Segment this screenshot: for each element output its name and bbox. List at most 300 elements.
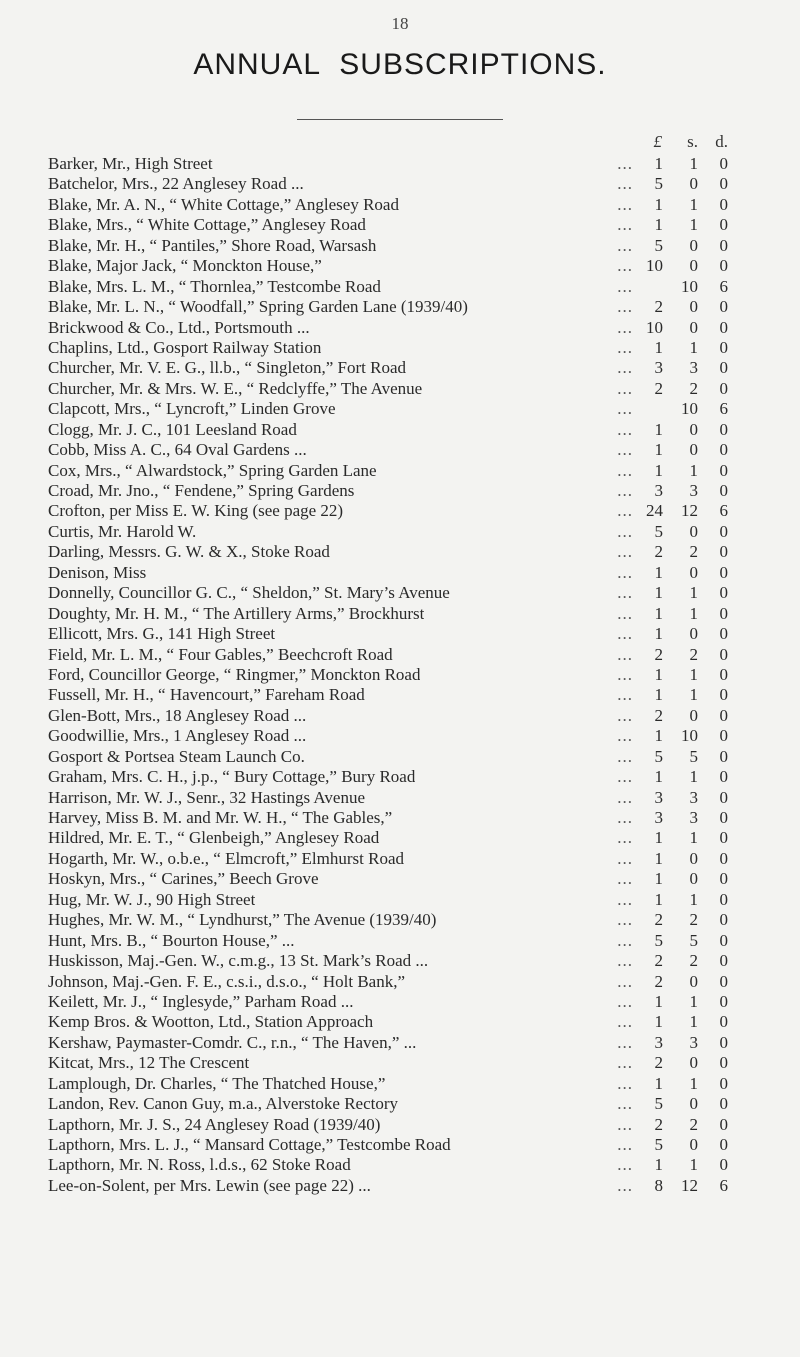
amount-shillings: 1	[689, 1155, 698, 1175]
leader-dots: ...	[617, 1073, 633, 1093]
subscriber-name: Hughes, Mr. W. M., “ Lyndhurst,” The Avenue (1939/40)	[48, 910, 437, 930]
amount-shillings: 3	[689, 787, 698, 807]
leader-dots: ...	[617, 685, 633, 705]
subscriber-name: Hug, Mr. W. J., 90 High Street	[48, 889, 256, 909]
subscription-row	[48, 420, 748, 440]
leader-dots: ...	[617, 1032, 633, 1052]
subscription-row	[48, 174, 748, 194]
subscription-row	[48, 890, 748, 910]
leader-dots: ...	[617, 358, 633, 378]
subscriber-name: Hogarth, Mr. W., o.b.e., “ Elmcroft,” Elmhurst Road	[48, 848, 404, 868]
subscriber-name: Crofton, per Miss E. W. King (see page 22)	[48, 501, 344, 521]
subscriber-name: Blake, Mr. L. N., “ Woodfall,” Spring Garden Lane (1939/40)	[48, 297, 468, 317]
amount-pence: 0	[719, 746, 728, 766]
subscription-row	[48, 1115, 748, 1135]
leader-dots: ...	[617, 603, 633, 623]
subscription-row	[48, 1053, 748, 1073]
leader-dots: ...	[617, 174, 633, 194]
subscriber-name: Keilett, Mr. J., “ Inglesyde,” Parham Road ...	[48, 991, 354, 1011]
subscription-row	[48, 910, 748, 930]
amount-pounds: 1	[654, 583, 663, 603]
subscription-row	[48, 542, 748, 562]
amount-pounds: 1	[654, 337, 663, 357]
column-header-pence: d.	[715, 132, 728, 151]
amount-pence: 0	[719, 930, 728, 950]
amount-shillings: 2	[689, 910, 698, 930]
amount-pence: 0	[719, 1135, 728, 1154]
leader-dots: ...	[617, 1053, 633, 1073]
subscription-row	[48, 972, 748, 992]
amount-shillings: 0	[689, 297, 698, 317]
leader-dots: ...	[617, 930, 633, 950]
subscription-row	[48, 1135, 748, 1155]
amount-shillings: 0	[689, 1135, 698, 1154]
amount-shillings: 0	[689, 174, 698, 194]
leader-dots: ...	[617, 562, 633, 582]
subscriber-name: Blake, Mr. A. N., “ White Cottage,” Anglesey Road	[48, 194, 399, 214]
amount-pounds: 1	[654, 726, 663, 746]
subscription-row	[48, 297, 748, 317]
leader-dots: ...	[617, 1012, 633, 1032]
amount-pence: 0	[719, 358, 728, 378]
subscription-row	[48, 318, 748, 338]
amount-pence: 0	[719, 337, 728, 357]
subscriber-name: Cox, Mrs., “ Alwardstock,” Spring Garden Lane	[48, 460, 377, 480]
subscription-row	[48, 501, 748, 521]
subscriber-name: Barker, Mr., High Street	[48, 154, 213, 173]
amount-pounds: 1	[654, 603, 663, 623]
amount-shillings: 12	[681, 501, 698, 521]
page-title: ANNUAL SUBSCRIPTIONS.	[193, 48, 607, 81]
leader-dots: ...	[617, 481, 633, 500]
leader-dots: ...	[617, 991, 633, 1011]
subscriber-name: Chaplins, Ltd., Gosport Railway Station	[48, 337, 322, 357]
subscriber-name: Hildred, Mr. E. T., “ Glenbeigh,” Anglesey Road	[48, 828, 380, 848]
amount-shillings: 1	[689, 460, 698, 480]
subscription-row	[48, 767, 748, 787]
amount-pence: 0	[719, 1114, 728, 1134]
subscription-row	[48, 563, 748, 583]
amount-pence: 0	[719, 848, 728, 868]
amount-pounds: 2	[654, 951, 663, 971]
amount-pence: 0	[719, 971, 728, 991]
column-header-pounds: £	[653, 132, 662, 151]
amount-shillings: 1	[689, 767, 698, 787]
amount-pence: 0	[719, 440, 728, 460]
amount-shillings: 2	[689, 951, 698, 971]
subscriber-name: Johnson, Maj.-Gen. F. E., c.s.i., d.s.o., “ Holt Bank,”	[48, 971, 406, 991]
subscription-row	[48, 461, 748, 481]
subscriber-name: Glen-Bott, Mrs., 18 Anglesey Road ...	[48, 705, 307, 725]
amount-shillings: 5	[689, 746, 698, 766]
subscription-row	[48, 1094, 748, 1114]
amount-pence: 0	[719, 808, 728, 827]
amount-pounds: 24	[646, 501, 663, 521]
amount-pounds: 1	[654, 1012, 663, 1032]
amount-pence: 6	[719, 501, 728, 521]
page-number: 18	[391, 14, 409, 33]
subscription-row	[48, 747, 748, 767]
subscription-row	[48, 604, 748, 624]
subscriber-name: Kemp Bros. & Wootton, Ltd., Station Approach	[48, 1012, 374, 1032]
amount-pence: 6	[719, 276, 728, 296]
amount-shillings: 1	[689, 154, 698, 173]
subscriber-name: Denison, Miss	[48, 562, 147, 582]
leader-dots: ...	[617, 787, 633, 807]
subscription-row	[48, 706, 748, 726]
leader-dots: ...	[617, 317, 633, 337]
subscriber-name: Ellicott, Mrs. G., 141 High Street	[48, 624, 276, 644]
amount-pounds: 3	[654, 481, 663, 500]
subscriber-name: Huskisson, Maj.-Gen. W., c.m.g., 13 St. Mark’s Road ...	[48, 951, 429, 971]
leader-dots: ...	[617, 951, 633, 971]
amount-pence: 0	[719, 1032, 728, 1052]
amount-pence: 0	[719, 644, 728, 664]
amount-pounds: 5	[654, 521, 663, 541]
leader-dots: ...	[617, 828, 633, 848]
amount-shillings: 1	[689, 991, 698, 1011]
subscriber-name: Clogg, Mr. J. C., 101 Leesland Road	[48, 419, 297, 439]
leader-dots: ...	[617, 1155, 633, 1175]
amount-shillings: 2	[689, 1114, 698, 1134]
amount-pence: 0	[719, 481, 728, 500]
subscription-row	[48, 440, 748, 460]
subscription-row	[48, 1155, 748, 1175]
amount-pence: 0	[719, 1094, 728, 1114]
subscription-row	[48, 358, 748, 378]
leader-dots: ...	[617, 235, 633, 255]
subscriber-name: Landon, Rev. Canon Guy, m.a., Alverstoke Rectory	[48, 1094, 399, 1114]
amount-pence: 0	[719, 705, 728, 725]
amount-pence: 0	[719, 869, 728, 889]
subscriber-name: Brickwood & Co., Ltd., Portsmouth ...	[48, 317, 310, 337]
amount-shillings: 1	[689, 1073, 698, 1093]
subscription-row	[48, 277, 748, 297]
amount-pounds: 2	[654, 705, 663, 725]
amount-shillings: 0	[689, 562, 698, 582]
leader-dots: ...	[617, 583, 633, 603]
leader-dots: ...	[617, 276, 633, 296]
subscription-row	[48, 951, 748, 971]
amount-pounds: 1	[654, 889, 663, 909]
subscriber-name: Blake, Mr. H., “ Pantiles,” Shore Road, Warsash	[48, 235, 377, 255]
amount-shillings: 0	[689, 440, 698, 460]
amount-pence: 0	[719, 828, 728, 848]
amount-shillings: 3	[689, 358, 698, 378]
subscription-row	[48, 338, 748, 358]
amount-shillings: 0	[689, 317, 698, 337]
subscription-row	[48, 522, 748, 542]
leader-dots: ...	[617, 399, 633, 419]
subscriber-name: Clapcott, Mrs., “ Lyncroft,” Linden Grove	[48, 399, 336, 419]
amount-shillings: 10	[681, 726, 698, 746]
leader-dots: ...	[617, 419, 633, 439]
amount-pence: 0	[719, 951, 728, 971]
amount-pence: 0	[719, 787, 728, 807]
subscription-row	[48, 624, 748, 644]
amount-pence: 0	[719, 726, 728, 746]
leader-dots: ...	[617, 910, 633, 930]
subscriber-name: Churcher, Mr. & Mrs. W. E., “ Redclyffe,” The Avenue	[48, 378, 423, 398]
title-divider	[297, 119, 503, 120]
amount-pounds: 2	[654, 1053, 663, 1073]
leader-dots: ...	[617, 644, 633, 664]
amount-pence: 0	[719, 1053, 728, 1073]
subscriber-name: Lapthorn, Mr. N. Ross, l.d.s., 62 Stoke Road	[48, 1155, 351, 1175]
amount-shillings: 1	[689, 603, 698, 623]
amount-pence: 0	[719, 235, 728, 255]
amount-pence: 0	[719, 603, 728, 623]
leader-dots: ...	[617, 1114, 633, 1134]
amount-shillings: 10	[681, 399, 698, 419]
amount-pounds: 2	[654, 378, 663, 398]
amount-pence: 0	[719, 685, 728, 705]
subscription-row	[48, 992, 748, 1012]
leader-dots: ...	[617, 297, 633, 317]
amount-pence: 6	[719, 1175, 728, 1195]
amount-pounds: 1	[654, 685, 663, 705]
subscription-row	[48, 665, 748, 685]
amount-shillings: 0	[689, 971, 698, 991]
subscription-row	[48, 236, 748, 256]
leader-dots: ...	[617, 460, 633, 480]
leader-dots: ...	[617, 705, 633, 725]
leader-dots: ...	[617, 154, 633, 173]
leader-dots: ...	[617, 971, 633, 991]
subscriber-name: Doughty, Mr. H. M., “ The Artillery Arms,” Brockhurst	[48, 603, 425, 623]
subscriber-name: Field, Mr. L. M., “ Four Gables,” Beechcroft Road	[48, 644, 393, 664]
amount-shillings: 0	[689, 1053, 698, 1073]
subscriber-name: Donnelly, Councillor G. C., “ Sheldon,” St. Mary’s Avenue	[48, 583, 450, 603]
leader-dots: ...	[617, 889, 633, 909]
amount-shillings: 1	[689, 828, 698, 848]
column-header-shillings: s.	[687, 132, 698, 151]
amount-pence: 0	[719, 1155, 728, 1175]
amount-shillings: 10	[681, 276, 698, 296]
subscription-row	[48, 645, 748, 665]
amount-shillings: 0	[689, 256, 698, 276]
subscription-row	[48, 726, 748, 746]
amount-pounds: 1	[654, 1155, 663, 1175]
amount-pounds: 3	[654, 787, 663, 807]
amount-pounds: 2	[654, 1114, 663, 1134]
leader-dots: ...	[617, 746, 633, 766]
amount-pounds: 1	[654, 869, 663, 889]
subscription-list	[48, 154, 748, 1196]
amount-pence: 0	[719, 194, 728, 214]
subscriber-name: Hunt, Mrs. B., “ Bourton House,” ...	[48, 930, 295, 950]
subscriber-name: Kitcat, Mrs., 12 The Crescent	[48, 1053, 250, 1073]
amount-pounds: 1	[654, 767, 663, 787]
amount-pence: 0	[719, 174, 728, 194]
amount-pounds: 2	[654, 971, 663, 991]
amount-pounds: 10	[646, 317, 663, 337]
amount-shillings: 1	[689, 215, 698, 235]
amount-pence: 0	[719, 767, 728, 787]
amount-shillings: 1	[689, 1012, 698, 1032]
amount-pence: 0	[719, 317, 728, 337]
subscriber-name: Curtis, Mr. Harold W.	[48, 521, 197, 541]
amount-pence: 0	[719, 562, 728, 582]
amount-pounds: 1	[654, 848, 663, 868]
subscription-row	[48, 215, 748, 235]
amount-shillings: 1	[689, 583, 698, 603]
amount-pounds: 1	[654, 624, 663, 644]
amount-shillings: 3	[689, 481, 698, 500]
amount-shillings: 3	[689, 808, 698, 827]
leader-dots: ...	[617, 256, 633, 276]
amount-shillings: 0	[689, 869, 698, 889]
subscriber-name: Lapthorn, Mrs. L. J., “ Mansard Cottage,” Testcombe Road	[48, 1135, 451, 1154]
amount-pence: 0	[719, 1012, 728, 1032]
amount-shillings: 2	[689, 644, 698, 664]
amount-shillings: 1	[689, 664, 698, 684]
subscriber-name: Fussell, Mr. H., “ Havencourt,” Fareham Road	[48, 685, 365, 705]
amount-pence: 0	[719, 460, 728, 480]
leader-dots: ...	[617, 869, 633, 889]
amount-pence: 0	[719, 889, 728, 909]
amount-pounds: 1	[654, 419, 663, 439]
amount-pounds: 10	[646, 256, 663, 276]
leader-dots: ...	[617, 501, 633, 521]
amount-pounds: 1	[654, 1073, 663, 1093]
subscription-row	[48, 849, 748, 869]
leader-dots: ...	[617, 848, 633, 868]
leader-dots: ...	[617, 337, 633, 357]
subscription-row	[48, 256, 748, 276]
subscription-row	[48, 685, 748, 705]
amount-pence: 0	[719, 542, 728, 562]
amount-pounds: 1	[654, 828, 663, 848]
leader-dots: ...	[617, 542, 633, 562]
amount-pounds: 5	[654, 930, 663, 950]
amount-pounds: 3	[654, 808, 663, 827]
subscriber-name: Blake, Mrs. L. M., “ Thornlea,” Testcombe Road	[48, 276, 381, 296]
leader-dots: ...	[617, 767, 633, 787]
subscriber-name: Graham, Mrs. C. H., j.p., “ Bury Cottage,” Bury Road	[48, 767, 416, 787]
amount-pence: 0	[719, 664, 728, 684]
amount-pounds: 5	[654, 235, 663, 255]
subscription-row	[48, 808, 748, 828]
amount-pounds: 5	[654, 174, 663, 194]
subscriber-name: Ford, Councillor George, “ Ringmer,” Monckton Road	[48, 664, 421, 684]
leader-dots: ...	[617, 726, 633, 746]
subscriber-name: Lee-on-Solent, per Mrs. Lewin (see page 22) ...	[48, 1175, 371, 1195]
subscriber-name: Lapthorn, Mr. J. S., 24 Anglesey Road (1939/40)	[48, 1114, 381, 1134]
leader-dots: ...	[617, 1135, 633, 1154]
subscriber-name: Harvey, Miss B. M. and Mr. W. H., “ The Gables,”	[48, 808, 393, 827]
subscriber-name: Blake, Mrs., “ White Cottage,” Anglesey Road	[48, 215, 366, 235]
leader-dots: ...	[617, 664, 633, 684]
amount-shillings: 1	[689, 889, 698, 909]
amount-pounds: 1	[654, 154, 663, 173]
subscriber-name: Gosport & Portsea Steam Launch Co.	[48, 746, 305, 766]
subscription-row	[48, 583, 748, 603]
subscription-row	[48, 481, 748, 501]
subscription-row	[48, 869, 748, 889]
subscriber-name: Batchelor, Mrs., 22 Anglesey Road ...	[48, 174, 304, 194]
amount-pence: 0	[719, 215, 728, 235]
leader-dots: ...	[617, 624, 633, 644]
leader-dots: ...	[617, 808, 633, 827]
leader-dots: ...	[617, 378, 633, 398]
leader-dots: ...	[617, 215, 633, 235]
subscription-row	[48, 154, 748, 174]
subscription-row	[48, 828, 748, 848]
amount-shillings: 0	[689, 1094, 698, 1114]
amount-pence: 6	[719, 399, 728, 419]
subscriber-name: Croad, Mr. Jno., “ Fendene,” Spring Gardens	[48, 481, 355, 500]
subscriber-name: Blake, Major Jack, “ Monckton House,”	[48, 256, 322, 276]
amount-pounds: 2	[654, 644, 663, 664]
amount-pence: 0	[719, 256, 728, 276]
amount-pounds: 2	[654, 910, 663, 930]
amount-shillings: 2	[689, 542, 698, 562]
subscription-row	[48, 379, 748, 399]
amount-shillings: 2	[689, 378, 698, 398]
subscriber-name: Harrison, Mr. W. J., Senr., 32 Hastings Avenue	[48, 787, 366, 807]
amount-pence: 0	[719, 1073, 728, 1093]
amount-pence: 0	[719, 991, 728, 1011]
amount-shillings: 5	[689, 930, 698, 950]
amount-shillings: 0	[689, 705, 698, 725]
amount-pounds: 1	[654, 440, 663, 460]
amount-pounds: 2	[654, 297, 663, 317]
amount-shillings: 0	[689, 419, 698, 439]
amount-shillings: 1	[689, 685, 698, 705]
amount-pounds: 3	[654, 1032, 663, 1052]
subscriber-name: Darling, Messrs. G. W. & X., Stoke Road	[48, 542, 330, 562]
subscription-row	[48, 1176, 748, 1196]
amount-pence: 0	[719, 583, 728, 603]
amount-pounds: 1	[654, 460, 663, 480]
subscription-row	[48, 788, 748, 808]
amount-pounds: 5	[654, 746, 663, 766]
amount-shillings: 0	[689, 521, 698, 541]
amount-pence: 0	[719, 910, 728, 930]
amount-pounds: 2	[654, 542, 663, 562]
amount-shillings: 1	[689, 194, 698, 214]
amount-pounds: 5	[654, 1094, 663, 1114]
amount-shillings: 1	[689, 337, 698, 357]
amount-shillings: 3	[689, 1032, 698, 1052]
amount-pounds: 1	[654, 562, 663, 582]
subscription-row	[48, 931, 748, 951]
subscriber-name: Goodwillie, Mrs., 1 Anglesey Road ...	[48, 726, 307, 746]
leader-dots: ...	[617, 1094, 633, 1114]
amount-pounds: 1	[654, 664, 663, 684]
amount-pence: 0	[719, 154, 728, 173]
subscription-row	[48, 1074, 748, 1094]
amount-shillings: 0	[689, 848, 698, 868]
amount-pence: 0	[719, 624, 728, 644]
amount-pounds: 1	[654, 194, 663, 214]
amount-shillings: 12	[681, 1175, 698, 1195]
amount-pence: 0	[719, 378, 728, 398]
subscription-row	[48, 195, 748, 215]
subscriber-name: Lamplough, Dr. Charles, “ The Thatched House,”	[48, 1073, 386, 1093]
subscriber-name: Kershaw, Paymaster-Comdr. C., r.n., “ The Haven,” ...	[48, 1032, 417, 1052]
subscriber-name: Cobb, Miss A. C., 64 Oval Gardens ...	[48, 440, 307, 460]
subscriber-name: Churcher, Mr. V. E. G., ll.b., “ Singleton,” Fort Road	[48, 358, 407, 378]
amount-pounds: 5	[654, 1135, 663, 1154]
amount-pounds: 8	[654, 1175, 663, 1195]
amount-pence: 0	[719, 419, 728, 439]
amount-shillings: 0	[689, 624, 698, 644]
amount-pounds: 1	[654, 215, 663, 235]
subscription-row	[48, 399, 748, 419]
amount-pounds: 1	[654, 991, 663, 1011]
